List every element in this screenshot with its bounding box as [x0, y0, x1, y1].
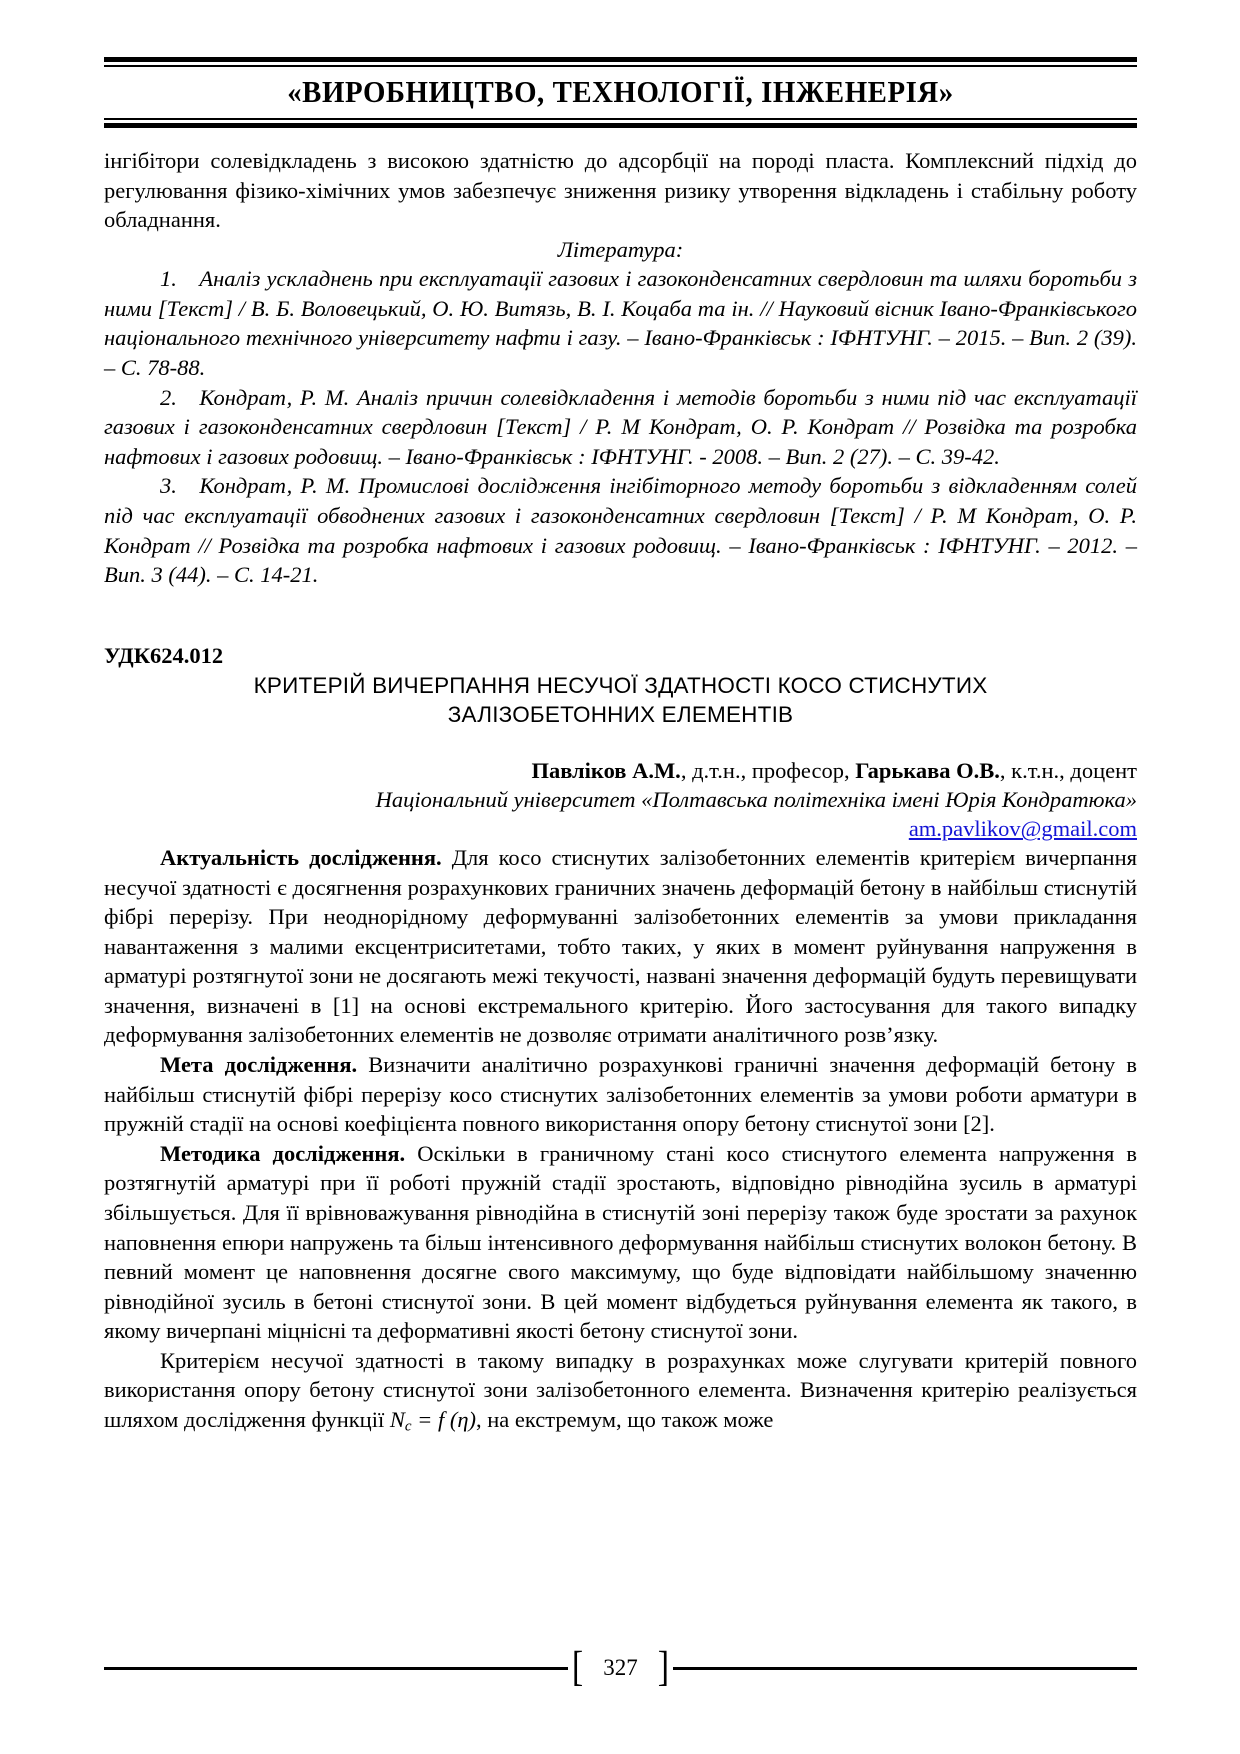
email-line	[104, 814, 1137, 843]
section-method-text: Оскільки в граничному стані косо стиснутого елемента напруження в розтягнутій арматурі при її роботі пружній стадії зростають, відповідно рівнодійна зусиль в арматурі збільшується. Для її врівноважування рівнодійна в стиснутій зоні перерізу також буде зростати за рахунок наповнення епюри напружень та більш інтенсивного деформування найбільш стиснутих волокон бетону. В певний момент це наповнення досягне свого максимуму, що буде відповідати найбільшому значенню рівнодійної зусиль в бетоні стиснутої зони. В цей момент відбудеться руйнування елемента як такого, в якому вичерпані міцнісні та деформативні якості бетону стиснутої зони.	[104, 1140, 1137, 1344]
article-title	[104, 672, 1137, 730]
section-criterion	[104, 1346, 1137, 1437]
formula-symbol-n: N	[389, 1406, 405, 1432]
article-title-line-1: КРИТЕРІЙ ВИЧЕРПАННЯ НЕСУЧОЇ ЗДАТНОСТІ КОСО СТИСНУТИХ	[253, 673, 988, 699]
author-name: Гарькава О.В.	[855, 757, 1000, 783]
continued-content	[104, 146, 1137, 590]
section-method-label: Методика дослідження.	[160, 1140, 406, 1166]
reference-item: 1. Аналіз ускладнень при експлуатації газових і газоконденсатних свердловин та шляхи боротьби з ними [Текст] / В. Б. Воловецький, О. Ю. Витязь, В. І. Коцаба та ін. // Науковий вісник Івано-Франківського національного технічного університету нафти і газу. – Івано-Франківськ : ІФНТУНГ. – 2015. – Вип. 2 (39). – С. 78-88.	[104, 266, 1137, 381]
section-relevance-text: Для косо стиснутих залізобетонних елементів критерієм вичерпання несучої здатності є досягнення розрахункових граничних значень деформацій бетону в найбільш стиснутій фібрі перерізу. При неоднорідному деформуванні залізобетонних елементів за умови прикладання навантаження з малими ексцентриситетами, тобто таких, у яких в момент руйнування напруження в арматурі розтягнутої зони не досягають межі текучості, названі значення деформацій будуть перевищувати значення, визначені в [1] на основі екстремального критерію. Його застосування для такого випадку деформування залізобетонних елементів не дозволяє отримати аналітичного розв’язку.	[104, 845, 1137, 1048]
running-head-title: «ВИРОБНИЦТВО, ТЕХНОЛОГІЇ, ІНЖЕНЕРІЯ»	[287, 74, 954, 109]
section-aim-text: Визначити аналітично розрахункові граничні значення деформацій бетону в найбільш стиснутій фібрі перерізу косо стиснутих залізобетонних елементів за умови роботи арматури в пружній стадії на основі коефіцієнта повного використання опору бетону стиснутої зони [2].	[104, 1052, 1137, 1137]
footer-bracket-left: [	[571, 1644, 584, 1691]
author-email-link[interactable]: am.pavlikov@gmail.com	[908, 816, 1137, 842]
page-footer	[104, 1644, 1137, 1691]
continued-paragraph: інгібітори солевідкладень з високою здатністю до адсорбції на породі пласта. Комплексний підхід до регулювання фізико-хімічних умов забезпечує зниження ризику утворення відкладень і стабільну роботу обладнання.	[104, 148, 1137, 233]
footer-rule-left	[104, 1667, 568, 1670]
section-criterion-text-after: , на екстремум, що також може	[476, 1406, 774, 1432]
affiliation: Національний університет «Полтавська політехніка імені Юрія Кондратюка»	[375, 787, 1137, 813]
author-degree: , д.т.н., професор,	[680, 757, 856, 783]
section-aim	[104, 1050, 1137, 1139]
formula-subscript-c: c	[404, 1418, 412, 1435]
inline-formula	[389, 1406, 477, 1435]
formula-rest: = f (η)	[411, 1406, 477, 1432]
footer-bracket-right: ]	[657, 1644, 670, 1691]
footer-rule-right	[673, 1667, 1137, 1670]
authors-line	[104, 756, 1137, 785]
article-title-line-2: ЗАЛІЗОБЕТОННИХ ЕЛЕМЕНТІВ	[447, 702, 794, 728]
author-name: Павліков А.М.	[531, 757, 681, 783]
section-criterion-text-before: Критерієм несучої здатності в такому випадку в розрахунках може слугувати критерій повного використання опору бетону стиснутої зони залізобетонного елемента. Визначення критерію реалізується шляхом дослідження функції	[104, 1347, 1137, 1432]
article-body	[104, 843, 1137, 1437]
running-head	[104, 57, 1137, 128]
running-head-rule-bottom-thick	[104, 123, 1137, 128]
section-aim-label: Мета дослідження.	[160, 1052, 358, 1078]
section-method	[104, 1139, 1137, 1346]
article-header	[104, 641, 1137, 844]
page-number: 327	[603, 1655, 638, 1680]
references-heading: Література:	[557, 236, 684, 262]
author-degree: , к.т.н., доцент	[999, 757, 1137, 783]
reference-item: 3. Кондрат, Р. М. Промислові дослідження інгібіторного методу боротьби з відкладенням солей під час експлуатації обводнених газових і газоконденсатних свердловин [Текст] / Р. М Кондрат, О. Р. Кондрат // Розвідка та розробка нафтових і газових родовищ. – Івано-Франківськ : ІФНТУНГ. – 2012. – Вип. 3 (44). – С. 14-21.	[104, 473, 1137, 588]
section-relevance-label: Актуальність дослідження.	[160, 845, 442, 870]
udc-code: УДК624.012	[104, 643, 224, 668]
reference-item: 2. Кондрат, Р. М. Аналіз причин солевідкладення і методів боротьби з ними під час експлуатації газових і газоконденсатних свердловин [Текст] / Р. М Кондрат, О. Р. Кондрат // Розвідка та розробка нафтових і газових родовищ. – Івано-Франківськ : ІФНТУНГ. - 2008. – Вип. 2 (27). – С. 39-42.	[104, 384, 1137, 469]
section-relevance	[104, 843, 1137, 1050]
